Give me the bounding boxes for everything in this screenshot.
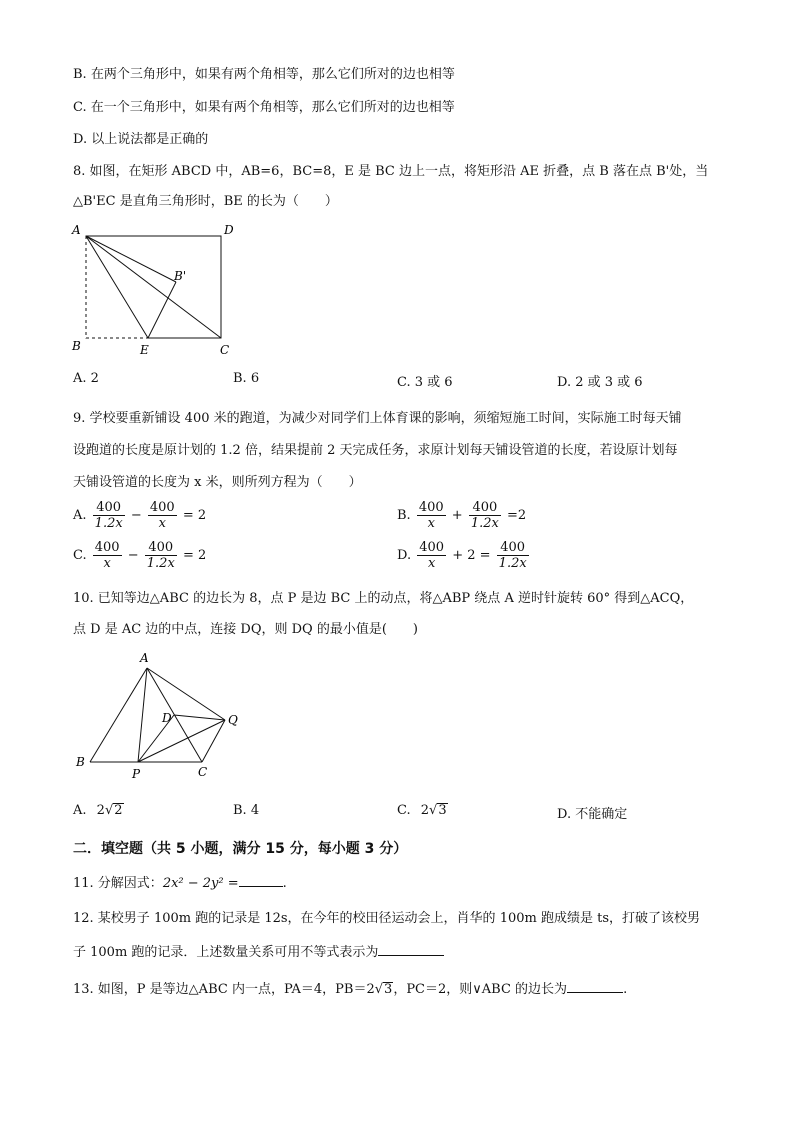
q10-label-a: A: [140, 651, 149, 665]
q9-option-c-label: C.: [73, 548, 87, 563]
q7-option-b: B. 在两个三角形中，如果有两个角相等，那么它们所对的边也相等: [73, 67, 455, 82]
q8-label-d: D: [224, 223, 234, 237]
denominator: x: [427, 516, 435, 531]
q10-option-a-label: A.: [73, 803, 87, 818]
q10-segment-ab: [90, 668, 147, 762]
q10-figure: [70, 648, 250, 784]
q9-stem-line1: 9. 学校要重新铺设 400 米的跑道，为减少对同学们上体育课的影响，须缩短施工时间，实际施工时每天铺: [73, 411, 682, 426]
q9-option-b-frac2: [469, 500, 501, 531]
q10-segment-ap: [138, 668, 147, 762]
q10-option-a-radicand: 2: [114, 803, 123, 818]
numerator: 400: [469, 500, 501, 516]
denominator: x: [427, 556, 436, 571]
q8-label-b-prime: B': [174, 269, 187, 283]
q10-stem-line2: 点 D 是 AC 边的中点，连接 DQ，则 DQ 的最小值是( ): [73, 622, 418, 637]
q12-stem-line1: 12. 某校男子 100m 跑的记录是 12s，在今年的校田径运动会上，肖华的 100m 跑成绩是 ts，打破了该校男: [73, 911, 700, 926]
q8-option-d: D. 2 或 3 或 6: [557, 375, 643, 390]
q8-figure: [66, 220, 246, 358]
denominator: x: [103, 556, 111, 571]
q8-label-a: A: [72, 223, 81, 237]
q13-radicand: 3: [384, 982, 393, 997]
q10-label-d: D: [162, 711, 172, 725]
q10-label-b: B: [76, 755, 85, 769]
q10-segment-aq: [147, 668, 225, 720]
q9-option-b-label: B.: [397, 508, 411, 523]
numerator: 400: [149, 500, 175, 515]
operator: +: [451, 508, 463, 523]
q9-option-d-label: D.: [397, 548, 412, 563]
rhs: = 2: [182, 548, 207, 563]
operator: −: [130, 508, 142, 523]
q9-option-c-frac1: [93, 540, 122, 571]
q9-option-a-frac1: [93, 500, 125, 531]
q7-option-c: C. 在一个三角形中，如果有两个角相等，那么它们所对的边也相等: [73, 100, 455, 115]
q8-label-b: B: [72, 339, 81, 353]
q8-segment-ac: [86, 236, 221, 338]
sqrt-sign: √: [104, 803, 114, 818]
q8-option-c: C. 3 或 6: [397, 375, 453, 390]
q10-option-d: D. 不能确定: [557, 807, 628, 822]
q10-option-c-label: C.: [397, 803, 411, 818]
numerator: 400: [94, 540, 120, 555]
q9-option-c-frac2: [145, 540, 177, 571]
q12-text: 子 100m 跑的记录．上述数量关系可用不等式表示为: [73, 945, 379, 960]
q8-stem-line1: 8. 如图，在矩形 ABCD 中，AB=6，BC=8，E 是 BC 边上一点，将矩形沿 AE 折叠，点 B 落在点 B'处，当: [73, 164, 709, 179]
q13-answer-blank[interactable]: [567, 980, 623, 993]
q11-prefix: 11. 分解因式：: [73, 876, 163, 891]
numerator: 400: [418, 500, 444, 515]
numerator: 400: [93, 500, 125, 516]
q10-label-c: C: [198, 765, 208, 779]
q8-label-c: C: [220, 343, 230, 357]
q9-option-d-frac1: [417, 540, 446, 571]
q7-option-d: D. 以上说法都是正确的: [73, 132, 209, 147]
q8-label-e: E: [140, 343, 149, 357]
q11: [73, 874, 287, 892]
operator: −: [127, 548, 139, 563]
q10-segment-cq: [202, 720, 225, 762]
q10-option-a-coef: 2: [96, 803, 105, 818]
numerator: 400: [145, 540, 177, 556]
q12-stem-line2: [73, 943, 444, 961]
q8-option-b: B. 6: [233, 371, 260, 386]
q13-end: .: [623, 982, 628, 997]
q10-segment-dq: [174, 715, 225, 720]
q9-option-a: [73, 500, 206, 531]
section-title: 二．填空题（共 5 小题，满分 15 分，每小题 3 分）: [73, 841, 408, 857]
q9-stem-line3: 天铺设管道的长度为 x 米，则所列方程为（ ）: [73, 475, 362, 490]
rhs: = 2: [182, 508, 207, 523]
q9-option-d-frac2: [497, 540, 529, 571]
q11-end: .: [282, 876, 287, 891]
q11-expression: 2x² − 2y² =: [162, 876, 239, 891]
q8-stem-line2: △B'EC 是直角三角形时，BE 的长为（ ）: [73, 194, 338, 209]
q9-option-d: [397, 540, 531, 571]
denominator: 1.2x: [498, 556, 527, 571]
q8-option-a: A. 2: [73, 371, 99, 386]
q9-option-b-frac1: [417, 500, 446, 531]
q9-option-b: [397, 500, 526, 531]
q10-label-p: P: [132, 767, 141, 781]
q10-stem-line1: 10. 已知等边△ABC 的边长为 8，点 P 是边 BC 上的动点，将△ABP 绕点 A 逆时针旋转 60° 得到△ACQ，: [73, 591, 694, 606]
q8-segment-eb-prime: [148, 282, 176, 338]
sqrt-sign: √: [374, 982, 384, 997]
q13-text1: 13. 如图，P 是等边△ABC 内一点，PA＝4，PB＝2: [73, 982, 375, 997]
operator: + 2 =: [452, 548, 491, 563]
numerator: 400: [497, 540, 529, 556]
q11-answer-blank[interactable]: [239, 874, 283, 887]
q9-stem-line2: 设跑道的长度是原计划的 1.2 倍，结果提前 2 天完成任务，求原计划每天铺设管道的长度，若设原计划每: [73, 443, 678, 458]
denominator: 1.2x: [146, 556, 175, 571]
rhs: =2: [507, 508, 527, 523]
sqrt-sign: √: [429, 803, 438, 818]
q9-option-a-label: A.: [73, 508, 87, 523]
q10-label-q: Q: [228, 713, 238, 727]
q12-answer-blank[interactable]: [378, 943, 444, 956]
q13-text2: ，PC＝2，则∨ABC 的边长为: [393, 982, 568, 997]
q9-option-c: [73, 540, 206, 571]
q10-option-c-radicand: 3: [438, 803, 447, 818]
q9-option-a-frac2: [148, 500, 177, 531]
q10-option-c-coef: 2: [420, 803, 430, 818]
q13: [73, 980, 627, 998]
q10-option-b: B. 4: [233, 803, 260, 818]
numerator: 400: [419, 540, 445, 555]
q10-option-a: [73, 803, 124, 818]
denominator: x: [158, 516, 166, 531]
q10-option-c: [397, 803, 448, 818]
denominator: 1.2x: [470, 516, 499, 531]
denominator: 1.2x: [94, 516, 123, 531]
